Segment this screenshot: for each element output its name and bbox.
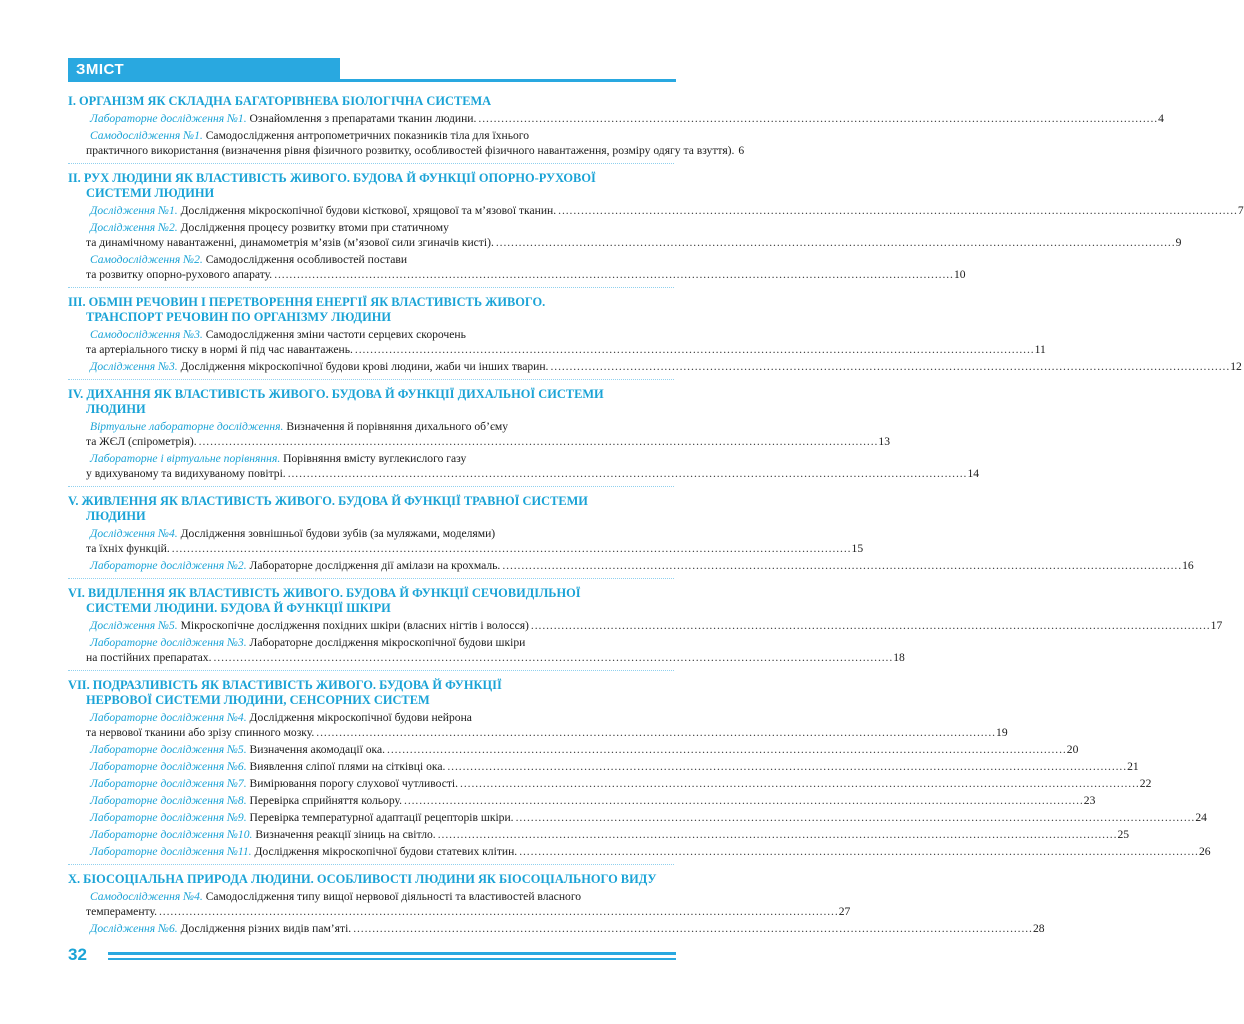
entry-page: 22	[1139, 777, 1152, 790]
entry-text: Визначення акомодації ока.	[249, 743, 386, 756]
section-title[interactable]	[68, 872, 674, 887]
entry-text: Дослідження мікроскопічної будови статевих клітин.	[254, 845, 518, 858]
entry-page: 24	[1195, 811, 1207, 824]
toc-section	[68, 295, 1242, 374]
section-divider	[68, 864, 674, 866]
toc-section	[68, 678, 1211, 859]
entry-text-continued: та ЖЄЛ (спірометрія).	[86, 435, 197, 448]
section-title[interactable]	[68, 494, 674, 524]
section-title-line: ЛЮДИНИ	[86, 402, 146, 416]
entry-text: Вимірювання порогу слухової чутливості.	[249, 777, 459, 790]
section-title[interactable]	[68, 678, 674, 708]
toc-entry[interactable]	[68, 558, 1194, 573]
toc-entry[interactable]	[68, 759, 1139, 774]
leader-dots	[502, 558, 1180, 573]
leader-dots	[550, 359, 1228, 374]
toc-entry[interactable]	[68, 220, 1182, 250]
toc-entry[interactable]	[68, 128, 745, 158]
entry-text: Дослідження процесу розвитку втоми при статичному	[180, 221, 449, 234]
section-title-line: IV. ДИХАННЯ ЯК ВЛАСТИВІСТЬ ЖИВОГО. БУДОВА Й ФУНКЦІЇ ДИХАЛЬНОЇ СИСТЕМИ	[68, 387, 604, 401]
toc-entry[interactable]	[68, 618, 1223, 633]
entry-page: 23	[1083, 794, 1096, 807]
entry-page: 21	[1127, 760, 1139, 773]
footer-rule-top	[108, 952, 676, 955]
entry-text: Дослідження мікроскопічної будови кісткової, хрящової та м’язової тканин.	[180, 204, 557, 217]
toc-entry[interactable]	[68, 526, 864, 556]
section-title-line: ЛЮДИНИ	[86, 509, 146, 523]
toc-entry[interactable]	[68, 742, 1079, 757]
leader-dots	[558, 203, 1236, 218]
toc-entry[interactable]	[68, 451, 980, 481]
toc-entry[interactable]	[68, 111, 1164, 126]
section-title-line: СИСТЕМИ ЛЮДИНИ. БУДОВА Й ФУНКЦІЇ ШКІРИ	[86, 601, 391, 615]
toc-entry[interactable]	[68, 844, 1211, 859]
entry-label: Самодослідження №2.	[90, 253, 203, 266]
leader-dots	[516, 810, 1194, 825]
section-title-line: III. ОБМІН РЕЧОВИН І ПЕРЕТВОРЕННЯ ЕНЕРГІЇ ЯК ВЛАСТИВІСТЬ ЖИВОГО.	[68, 295, 546, 309]
entry-text: Визначення реакції зіниць на світло.	[255, 828, 436, 841]
leader-dots	[438, 827, 1116, 842]
toc-section	[68, 94, 1164, 158]
toc-entry[interactable]	[68, 710, 1008, 740]
entry-text-continued: та артеріального тиску в нормі й під час навантажень.	[86, 343, 353, 356]
entry-page: 17	[1210, 619, 1223, 632]
entry-text-continued: практичного використання (визначення рівня фізичного розвитку, особливостей фізичного навантаження, розміру одягу та взуття).	[86, 144, 735, 157]
entry-page: 4	[1158, 112, 1164, 125]
entry-label: Самодослідження №1.	[90, 129, 203, 142]
entry-page: 11	[1034, 343, 1046, 356]
contents-header	[68, 58, 340, 82]
entry-label: Лабораторне дослідження №4.	[90, 711, 247, 724]
toc-entry[interactable]	[68, 889, 851, 919]
entry-page: 15	[851, 542, 864, 555]
entry-text-continued: та нервової тканини або зрізу спинного мозку.	[86, 726, 315, 739]
entry-label: Самодослідження №3.	[90, 328, 203, 341]
toc-section	[68, 494, 1194, 573]
toc-entry[interactable]	[68, 203, 1244, 218]
entry-label: Дослідження №5.	[90, 619, 178, 632]
entry-label: Лабораторне дослідження №11.	[90, 845, 252, 858]
entry-label: Лабораторне дослідження №8.	[90, 794, 247, 807]
leader-dots	[387, 742, 1065, 757]
entry-text: Самодослідження антропометричних показників тіла для їхнього	[205, 129, 530, 142]
entry-label: Лабораторне дослідження №1.	[90, 112, 247, 125]
entry-text: Визначення й порівняння дихального об’єму	[286, 420, 509, 433]
entry-text-continued: та розвитку опорно-рухового апарату.	[86, 268, 273, 281]
entry-label: Дослідження №6.	[90, 922, 178, 935]
entry-text-continued: у вдихуваному та видихуваному повітрі.	[86, 467, 286, 480]
toc-section	[68, 872, 1045, 936]
entry-label: Лабораторне дослідження №2.	[90, 559, 247, 572]
entry-page: 6	[738, 144, 745, 157]
section-title-line: VII. ПОДРАЗЛИВІСТЬ ЯК ВЛАСТИВІСТЬ ЖИВОГО. БУДОВА Й ФУНКЦІЇ	[68, 678, 502, 692]
toc-entry[interactable]	[68, 419, 891, 449]
entry-text: Ознайомлення з препаратами тканин людини.	[249, 112, 477, 125]
entry-text: Самодослідження особливостей постави	[205, 253, 408, 266]
entry-text: Лабораторне дослідження дії амілази на крохмаль.	[249, 559, 501, 572]
leader-dots	[172, 541, 850, 556]
leader-dots	[447, 759, 1125, 774]
entry-label: Дослідження №3.	[90, 360, 178, 373]
entry-text: Дослідження мікроскопічної будови нейрона	[249, 711, 472, 724]
section-title[interactable]	[68, 295, 674, 325]
entry-label: Дослідження №1.	[90, 204, 178, 217]
entry-label: Лабораторне дослідження №7.	[90, 777, 247, 790]
entry-text: Порівняння вмісту вуглекислого газу	[283, 452, 467, 465]
entry-page: 28	[1032, 922, 1045, 935]
entry-page: 12	[1230, 360, 1242, 373]
entry-label: Самодослідження №4.	[90, 890, 203, 903]
leader-dots	[519, 844, 1197, 859]
entry-label: Лабораторне дослідження №6.	[90, 760, 247, 773]
entry-page: 20	[1066, 743, 1079, 756]
section-title-line: II. РУХ ЛЮДИНИ ЯК ВЛАСТИВІСТЬ ЖИВОГО. БУДОВА Й ФУНКЦІЇ ОПОРНО-РУХОВОЇ	[68, 171, 596, 185]
toc-entry[interactable]	[68, 827, 1130, 842]
entry-text-continued: на постійних препаратах.	[86, 651, 212, 664]
entry-text: Лабораторне дослідження мікроскопічної будови шкіри	[249, 636, 526, 649]
toc-entry[interactable]	[68, 810, 1207, 825]
entry-page: 13	[878, 435, 891, 448]
entry-text: Перевірка сприйняття кольору.	[249, 794, 403, 807]
section-divider	[68, 287, 674, 289]
toc-section	[68, 586, 1223, 665]
entry-page: 14	[967, 467, 980, 480]
toc-entry[interactable]	[68, 793, 1096, 808]
entry-text: Перевірка температурної адаптації рецепторів шкіри.	[249, 811, 514, 824]
section-divider	[68, 379, 674, 381]
section-divider	[68, 486, 674, 488]
toc-section	[68, 387, 980, 481]
entry-text: Дослідження різних видів пам’яті.	[180, 922, 352, 935]
entry-label: Лабораторне і віртуальне порівняння.	[90, 452, 281, 465]
entry-page: 27	[838, 905, 851, 918]
entry-label: Лабораторне дослідження №9.	[90, 811, 247, 824]
entry-text: Самодослідження типу вищої нервової діяльності та властивостей власного	[205, 890, 582, 903]
section-title-line: VI. ВИДІЛЕННЯ ЯК ВЛАСТИВІСТЬ ЖИВОГО. БУДОВА Й ФУНКЦІЇ СЕЧОВИДІЛЬНОЇ	[68, 586, 581, 600]
entry-text: Самодослідження зміни частоти серцевих скорочень	[205, 328, 466, 341]
header-rule	[340, 79, 676, 82]
section-title[interactable]	[68, 171, 674, 201]
section-divider	[68, 670, 674, 672]
leader-dots	[355, 342, 1033, 357]
section-divider	[68, 578, 674, 580]
toc-entry[interactable]	[68, 776, 1152, 791]
leader-dots	[496, 235, 1174, 250]
section-title-line: V. ЖИВЛЕННЯ ЯК ВЛАСТИВІСТЬ ЖИВОГО. БУДОВА Й ФУНКЦІЇ ТРАВНОЇ СИСТЕМИ	[68, 494, 588, 508]
leader-dots	[213, 650, 891, 665]
entry-page: 25	[1117, 828, 1130, 841]
entry-text-continued: та динамічному навантаженні, динамометрія м’язів (м’язової сили згиначів кисті).	[86, 236, 494, 249]
page-number: 32	[68, 945, 87, 964]
entry-label: Дослідження №2.	[90, 221, 178, 234]
section-title[interactable]	[68, 94, 674, 109]
section-title-line: X. БІОСОЦІАЛЬНА ПРИРОДА ЛЮДИНИ. ОСОБЛИВОСТІ ЛЮДИНИ ЯК БІОСОЦІАЛЬНОГО ВИДУ	[68, 872, 657, 886]
entry-page: 7	[1237, 204, 1244, 217]
leader-dots	[159, 904, 837, 919]
entry-label: Лабораторне дослідження №3.	[90, 636, 247, 649]
entry-text-continued: та їхніх функцій.	[86, 542, 170, 555]
leader-dots	[353, 921, 1031, 936]
entry-text-continued: темпераменту.	[86, 905, 157, 918]
leader-dots	[478, 111, 1156, 126]
section-title-line: НЕРВОВОЇ СИСТЕМИ ЛЮДИНИ, СЕНСОРНИХ СИСТЕМ	[86, 693, 430, 707]
leader-dots	[288, 466, 966, 481]
leader-dots	[404, 793, 1082, 808]
entry-label: Віртуальне лабораторне дослідження.	[90, 420, 284, 433]
entry-page: 16	[1182, 559, 1194, 572]
section-title-line: СИСТЕМИ ЛЮДИНИ	[86, 186, 215, 200]
toc-entry[interactable]	[68, 327, 1046, 357]
entry-page: 9	[1175, 236, 1182, 249]
entry-text: Дослідження мікроскопічної будови крові людини, жаби чи інших тварин.	[180, 360, 549, 373]
entry-page: 10	[953, 268, 966, 281]
section-title-line: I. ОРГАНІЗМ ЯК СКЛАДНА БАГАТОРІВНЕВА БІОЛОГІЧНА СИСТЕМА	[68, 94, 492, 108]
table-of-contents	[68, 94, 1244, 936]
leader-dots	[274, 267, 952, 282]
entry-text: Мікроскопічне дослідження похідних шкіри (власних нігтів і волосся)	[180, 619, 529, 632]
entry-page: 26	[1198, 845, 1211, 858]
leader-dots	[199, 434, 877, 449]
footer-rule-bottom	[108, 958, 676, 960]
entry-text: Виявлення сліпої плями на сітківці ока.	[249, 760, 446, 773]
toc-entry[interactable]	[68, 359, 1242, 374]
section-divider	[68, 163, 674, 165]
entry-page: 19	[996, 726, 1008, 739]
entry-text: Дослідження зовнішньої будови зубів (за муляжами, моделями)	[180, 527, 496, 540]
leader-dots	[316, 725, 994, 740]
entry-label: Дослідження №4.	[90, 527, 178, 540]
section-title[interactable]	[68, 586, 674, 616]
toc-section	[68, 171, 1244, 282]
contents-title: ЗМІСТ	[76, 61, 125, 78]
toc-entry[interactable]	[68, 635, 905, 665]
leader-dots	[460, 776, 1138, 791]
toc-entry[interactable]	[68, 252, 966, 282]
toc-entry[interactable]	[68, 921, 1045, 936]
entry-label: Лабораторне дослідження №5.	[90, 743, 247, 756]
entry-label: Лабораторне дослідження №10.	[90, 828, 253, 841]
section-title-line: ТРАНСПОРТ РЕЧОВИН ПО ОРГАНІЗМУ ЛЮДИНИ	[86, 310, 391, 324]
leader-dots	[531, 618, 1209, 633]
section-title[interactable]	[68, 387, 674, 417]
entry-page: 18	[893, 651, 905, 664]
